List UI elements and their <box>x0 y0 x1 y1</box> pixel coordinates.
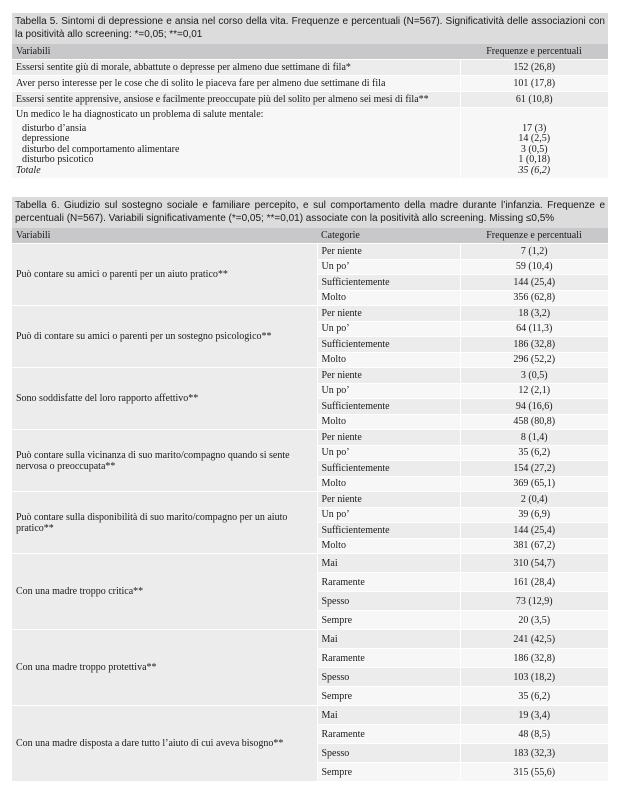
row-category: Molto <box>317 352 460 368</box>
row-variable: Con una madre troppo critica** <box>12 554 317 630</box>
row-category: Mai <box>317 706 460 725</box>
row-variable: Con una madre troppo protettiva** <box>12 630 317 706</box>
row-category: Per niente <box>317 492 460 508</box>
diagnosis-item: disturbo d’ansia <box>22 122 87 134</box>
row-value: 144 (25,4) <box>460 275 608 291</box>
row-variable: Aver perso interesse per le cose che di solito le piaceva fare per almeno due settimane di fila <box>12 76 460 92</box>
table-6 <box>12 197 608 782</box>
row-category: Sufficientemente <box>317 523 460 539</box>
row-value: 154 (27,2) <box>460 461 608 477</box>
row-value: 61 (10,8) <box>460 92 608 108</box>
row-category: Sufficientemente <box>317 337 460 353</box>
row-value: 101 (17,8) <box>460 76 608 92</box>
row-category: Sempre <box>317 687 460 706</box>
row-value: 315 (55,6) <box>460 763 608 782</box>
row-category: Raramente <box>317 725 460 744</box>
table-row <box>12 60 608 76</box>
column-header-variabili: Variabili <box>12 228 317 244</box>
row-category: Spesso <box>317 668 460 687</box>
row-value: 35 (6,2) <box>460 687 608 706</box>
table-row <box>12 368 608 384</box>
row-value: 356 (62,8) <box>460 290 608 306</box>
table-row <box>12 92 608 108</box>
row-variable: Essersi sentite giù di morale, abbattute o depresse per almeno due settimane di fila* <box>12 60 460 76</box>
row-category: Raramente <box>317 573 460 592</box>
diagnosis-value: 17 (3) <box>522 122 547 134</box>
row-value: 35 (6,2) <box>460 445 608 461</box>
diagnosis-value: 14 (2,5) <box>518 133 551 144</box>
row-value: 73 (12,9) <box>460 592 608 611</box>
column-header-frequenze: Frequenze e percentuali <box>460 44 608 60</box>
table-5-grid <box>12 44 608 179</box>
row-category: Mai <box>317 630 460 649</box>
row-value: 144 (25,4) <box>460 523 608 539</box>
row-category: Molto <box>317 290 460 306</box>
row-value: 369 (65,1) <box>460 476 608 492</box>
row-variable: Può contare sulla vicinanza di suo marito/compagno quando si sente nervosa o preoccupata** <box>12 430 317 492</box>
row-value: 7 (1,2) <box>460 244 608 260</box>
diagnosis-item: depressione <box>22 133 70 144</box>
table-row <box>12 76 608 92</box>
row-value: 186 (32,8) <box>460 337 608 353</box>
row-value: 12 (2,1) <box>460 383 608 399</box>
diagnosis-item: disturbo del comportamento alimentare <box>22 143 180 155</box>
row-category: Sufficientemente <box>317 399 460 415</box>
table-row <box>12 492 608 508</box>
table-row <box>12 306 608 322</box>
row-category: Per niente <box>317 430 460 446</box>
row-category: Un po’ <box>317 321 460 337</box>
row-value: 18 (3,2) <box>460 306 608 322</box>
column-header-frequenze: Frequenze e percentuali <box>460 228 608 244</box>
diagnosis-item: disturbo psicotico <box>22 154 94 165</box>
row-category: Raramente <box>317 649 460 668</box>
row-category: Molto <box>317 538 460 554</box>
table-6-caption: Tabella 6. Giudizio sul sostegno sociale e familiare percepito, e sul comportamento della madre durante l’infanzia. Frequenze e percentuali (N=567). Variabili significativamente (*=0,05; **=0,01) associate con la positività allo screening. Missing ≤0,5% <box>12 197 608 228</box>
table-row <box>12 706 608 725</box>
table-row-diagnosis <box>12 108 608 179</box>
row-category: Per niente <box>317 306 460 322</box>
table-6-header-row <box>12 228 608 244</box>
row-value: 64 (11,3) <box>460 321 608 337</box>
table-5-caption: Tabella 5. Sintomi di depressione e ansia nel corso della vita. Frequenze e percentuali (N=567). Significatività delle associazioni con la positività allo screening: *=0,05; **=0,01 <box>12 13 608 44</box>
row-category: Sufficientemente <box>317 461 460 477</box>
row-value: 183 (32,3) <box>460 744 608 763</box>
diagnosis-heading: Un medico le ha diagnosticato un problema di salute mentale: <box>16 109 264 120</box>
table-6-grid <box>12 228 608 782</box>
row-variable: Essersi sentite apprensive, ansiose e facilmente preoccupate più del solito per almeno sei mesi di fila** <box>12 92 460 108</box>
row-category: Un po’ <box>317 507 460 523</box>
row-value: 8 (1,4) <box>460 430 608 446</box>
row-category: Molto <box>317 414 460 430</box>
row-value: 310 (54,7) <box>460 554 608 573</box>
row-category: Spesso <box>317 592 460 611</box>
row-variable: Con una madre disposta a dare tutto l’aiuto di cui aveva bisogno** <box>12 706 317 782</box>
row-value: 186 (32,8) <box>460 649 608 668</box>
diagnosis-value: 1 (0,18) <box>518 154 551 165</box>
table-row <box>12 430 608 446</box>
row-value: 103 (18,2) <box>460 668 608 687</box>
table-row <box>12 244 608 260</box>
row-value: 152 (26,8) <box>460 60 608 76</box>
row-variable: Può contare sulla disponibilità di suo marito/compagno per un aiuto pratico** <box>12 492 317 554</box>
diagnosis-total-label: Totale <box>16 164 41 176</box>
table-row <box>12 630 608 649</box>
row-value: 458 (80,8) <box>460 414 608 430</box>
row-value: 48 (8,5) <box>460 725 608 744</box>
row-value: 241 (42,5) <box>460 630 608 649</box>
column-header-variabili: Variabili <box>12 44 460 60</box>
row-variable: Sono soddisfatte del loro rapporto affettivo** <box>12 368 317 430</box>
column-header-categorie: Categorie <box>317 228 460 244</box>
row-value: 2 (0,4) <box>460 492 608 508</box>
row-variable: Può contare su amici o parenti per un aiuto pratico** <box>12 244 317 306</box>
table-row <box>12 554 608 573</box>
row-value: 19 (3,4) <box>460 706 608 725</box>
row-category: Un po’ <box>317 259 460 275</box>
row-value: 39 (6,9) <box>460 507 608 523</box>
row-value: 161 (28,4) <box>460 573 608 592</box>
row-category: Per niente <box>317 244 460 260</box>
table-5 <box>12 13 608 179</box>
row-value: 3 (0,5) <box>460 368 608 384</box>
row-category: Mai <box>317 554 460 573</box>
row-category: Sempre <box>317 763 460 782</box>
row-category: Sempre <box>317 611 460 630</box>
row-value: 94 (16,6) <box>460 399 608 415</box>
row-variable: Può di contare su amici o parenti per un sostegno psicologico** <box>12 306 317 368</box>
row-category: Spesso <box>317 744 460 763</box>
diagnosis-value: 3 (0,5) <box>520 143 548 155</box>
row-value: 20 (3,5) <box>460 611 608 630</box>
row-value: 381 (67,2) <box>460 538 608 554</box>
row-value: 59 (10,4) <box>460 259 608 275</box>
row-value: 296 (52,2) <box>460 352 608 368</box>
row-category: Un po’ <box>317 445 460 461</box>
row-category: Un po’ <box>317 383 460 399</box>
row-category: Sufficientemente <box>317 275 460 291</box>
table-5-header-row <box>12 44 608 60</box>
row-category: Molto <box>317 476 460 492</box>
diagnosis-total-value: 35 (6,2) <box>518 164 551 176</box>
row-category: Per niente <box>317 368 460 384</box>
